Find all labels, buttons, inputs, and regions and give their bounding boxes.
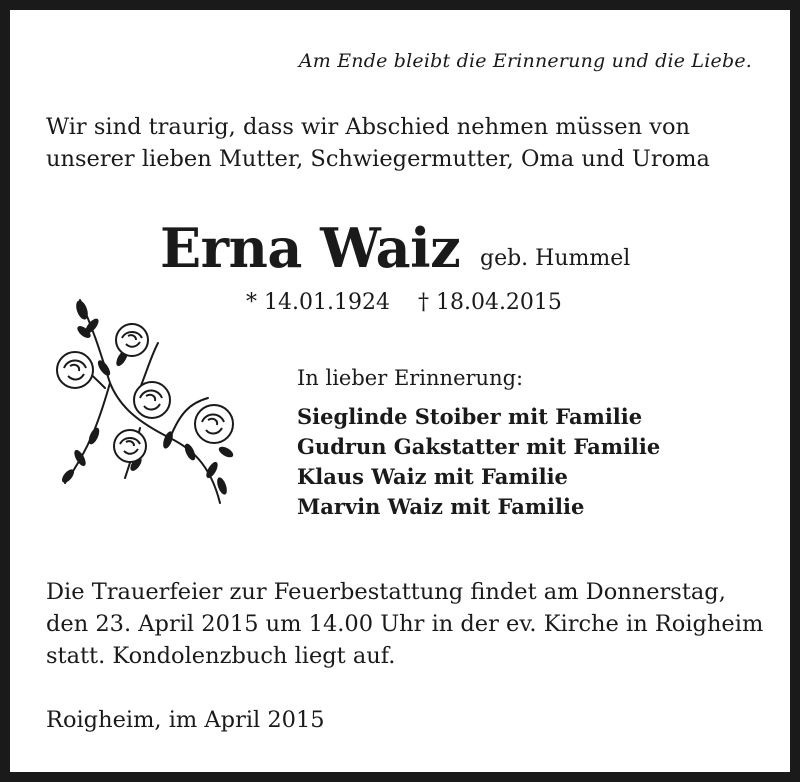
service-line: Die Trauerfeier zur Feuerbestattung findet am Donnerstag, (46, 579, 726, 605)
deceased-name: Erna Waiz (160, 216, 461, 280)
intro-line: Wir sind traurig, dass wir Abschied nehmen müssen von (46, 114, 690, 140)
place-date: Roigheim, im April 2015 (46, 707, 325, 733)
service-line: statt. Kondolenzbuch liegt auf. (46, 643, 396, 669)
roses-icon (40, 288, 250, 510)
service-line: den 23. April 2015 um 14.00 Uhr in der ev. Kirche in Roigheim (46, 611, 764, 637)
motto: Am Ende bleibt die Erinnerung und die Liebe. (298, 50, 752, 72)
life-dates (246, 290, 562, 315)
intro-line: unserer lieben Mutter, Schwiegermutter, Oma und Uroma (46, 146, 710, 172)
list-item: Marvin Waiz mit Familie (297, 494, 585, 519)
funeral-service-text (46, 576, 763, 672)
mourners-list (297, 402, 660, 522)
list-item: Sieglinde Stoiber mit Familie (297, 404, 643, 429)
maiden-name: geb. Hummel (480, 246, 631, 271)
list-item: Gudrun Gakstatter mit Familie (297, 434, 661, 459)
intro-text (46, 111, 710, 175)
death-date: † 18.04.2015 (417, 290, 562, 315)
mourners-heading: In lieber Erinnerung: (297, 366, 524, 390)
birth-date: * 14.01.1924 (246, 290, 390, 315)
list-item: Klaus Waiz mit Familie (297, 464, 568, 489)
